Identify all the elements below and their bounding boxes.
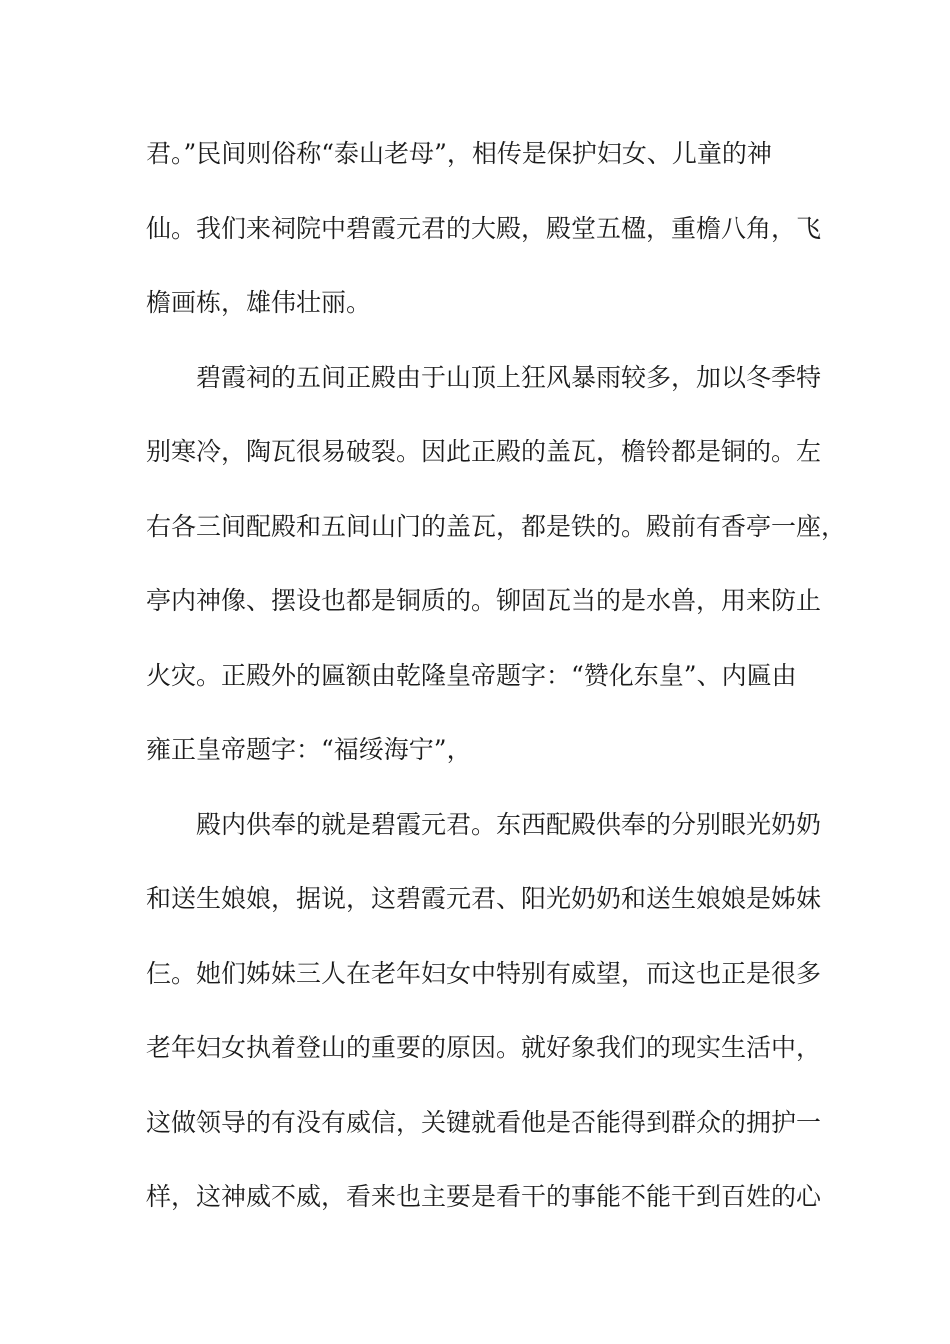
text-line: 和送生娘娘，据说，这碧霞元君、阳光奶奶和送生娘娘是姊妹	[146, 884, 822, 913]
text-line: 老年妇女执着登山的重要的原因。就好象我们的现实生活中，	[146, 1033, 822, 1062]
text-line: 雍正皇帝题字：“福绥海宁”，	[146, 735, 472, 764]
text-line: 样，这神威不威，看来也主要是看干的事能不能干到百姓的心	[146, 1182, 822, 1211]
paragraph-first-line: 碧霞祠的五间正殿由于山顶上狂风暴雨较多，加以冬季特	[196, 363, 822, 392]
text-line: 这做领导的有没有威信，关键就看他是否能得到群众的拥护一	[146, 1108, 822, 1137]
text-line: 檐画栋，雄伟壮丽。	[146, 288, 372, 317]
text-line: 仨。她们姊妹三人在老年妇女中特别有威望，而这也正是很多	[146, 959, 822, 988]
paragraph-first-line: 殿内供奉的就是碧霞元君。东西配殿供奉的分别眼光奶奶	[196, 810, 822, 839]
text-line: 仙。我们来祠院中碧霞元君的大殿，殿堂五楹，重檐八角，飞	[146, 214, 822, 243]
text-line: 亭内神像、摆设也都是铜质的。铆固瓦当的是水兽，用来防止	[146, 586, 822, 615]
text-line: 右各三间配殿和五间山门的盖瓦，都是铁的。殿前有香亭一座，	[146, 512, 847, 541]
text-line: 君。”民间则俗称“泰山老母”，相传是保护妇女、儿童的神	[146, 139, 772, 168]
text-line: 火灾。正殿外的匾额由乾隆皇帝题字：“赞化东皇”、内匾由	[146, 661, 797, 690]
text-line: 别寒冷，陶瓦很易破裂。因此正殿的盖瓦，檐铃都是铜的。左	[146, 437, 822, 466]
